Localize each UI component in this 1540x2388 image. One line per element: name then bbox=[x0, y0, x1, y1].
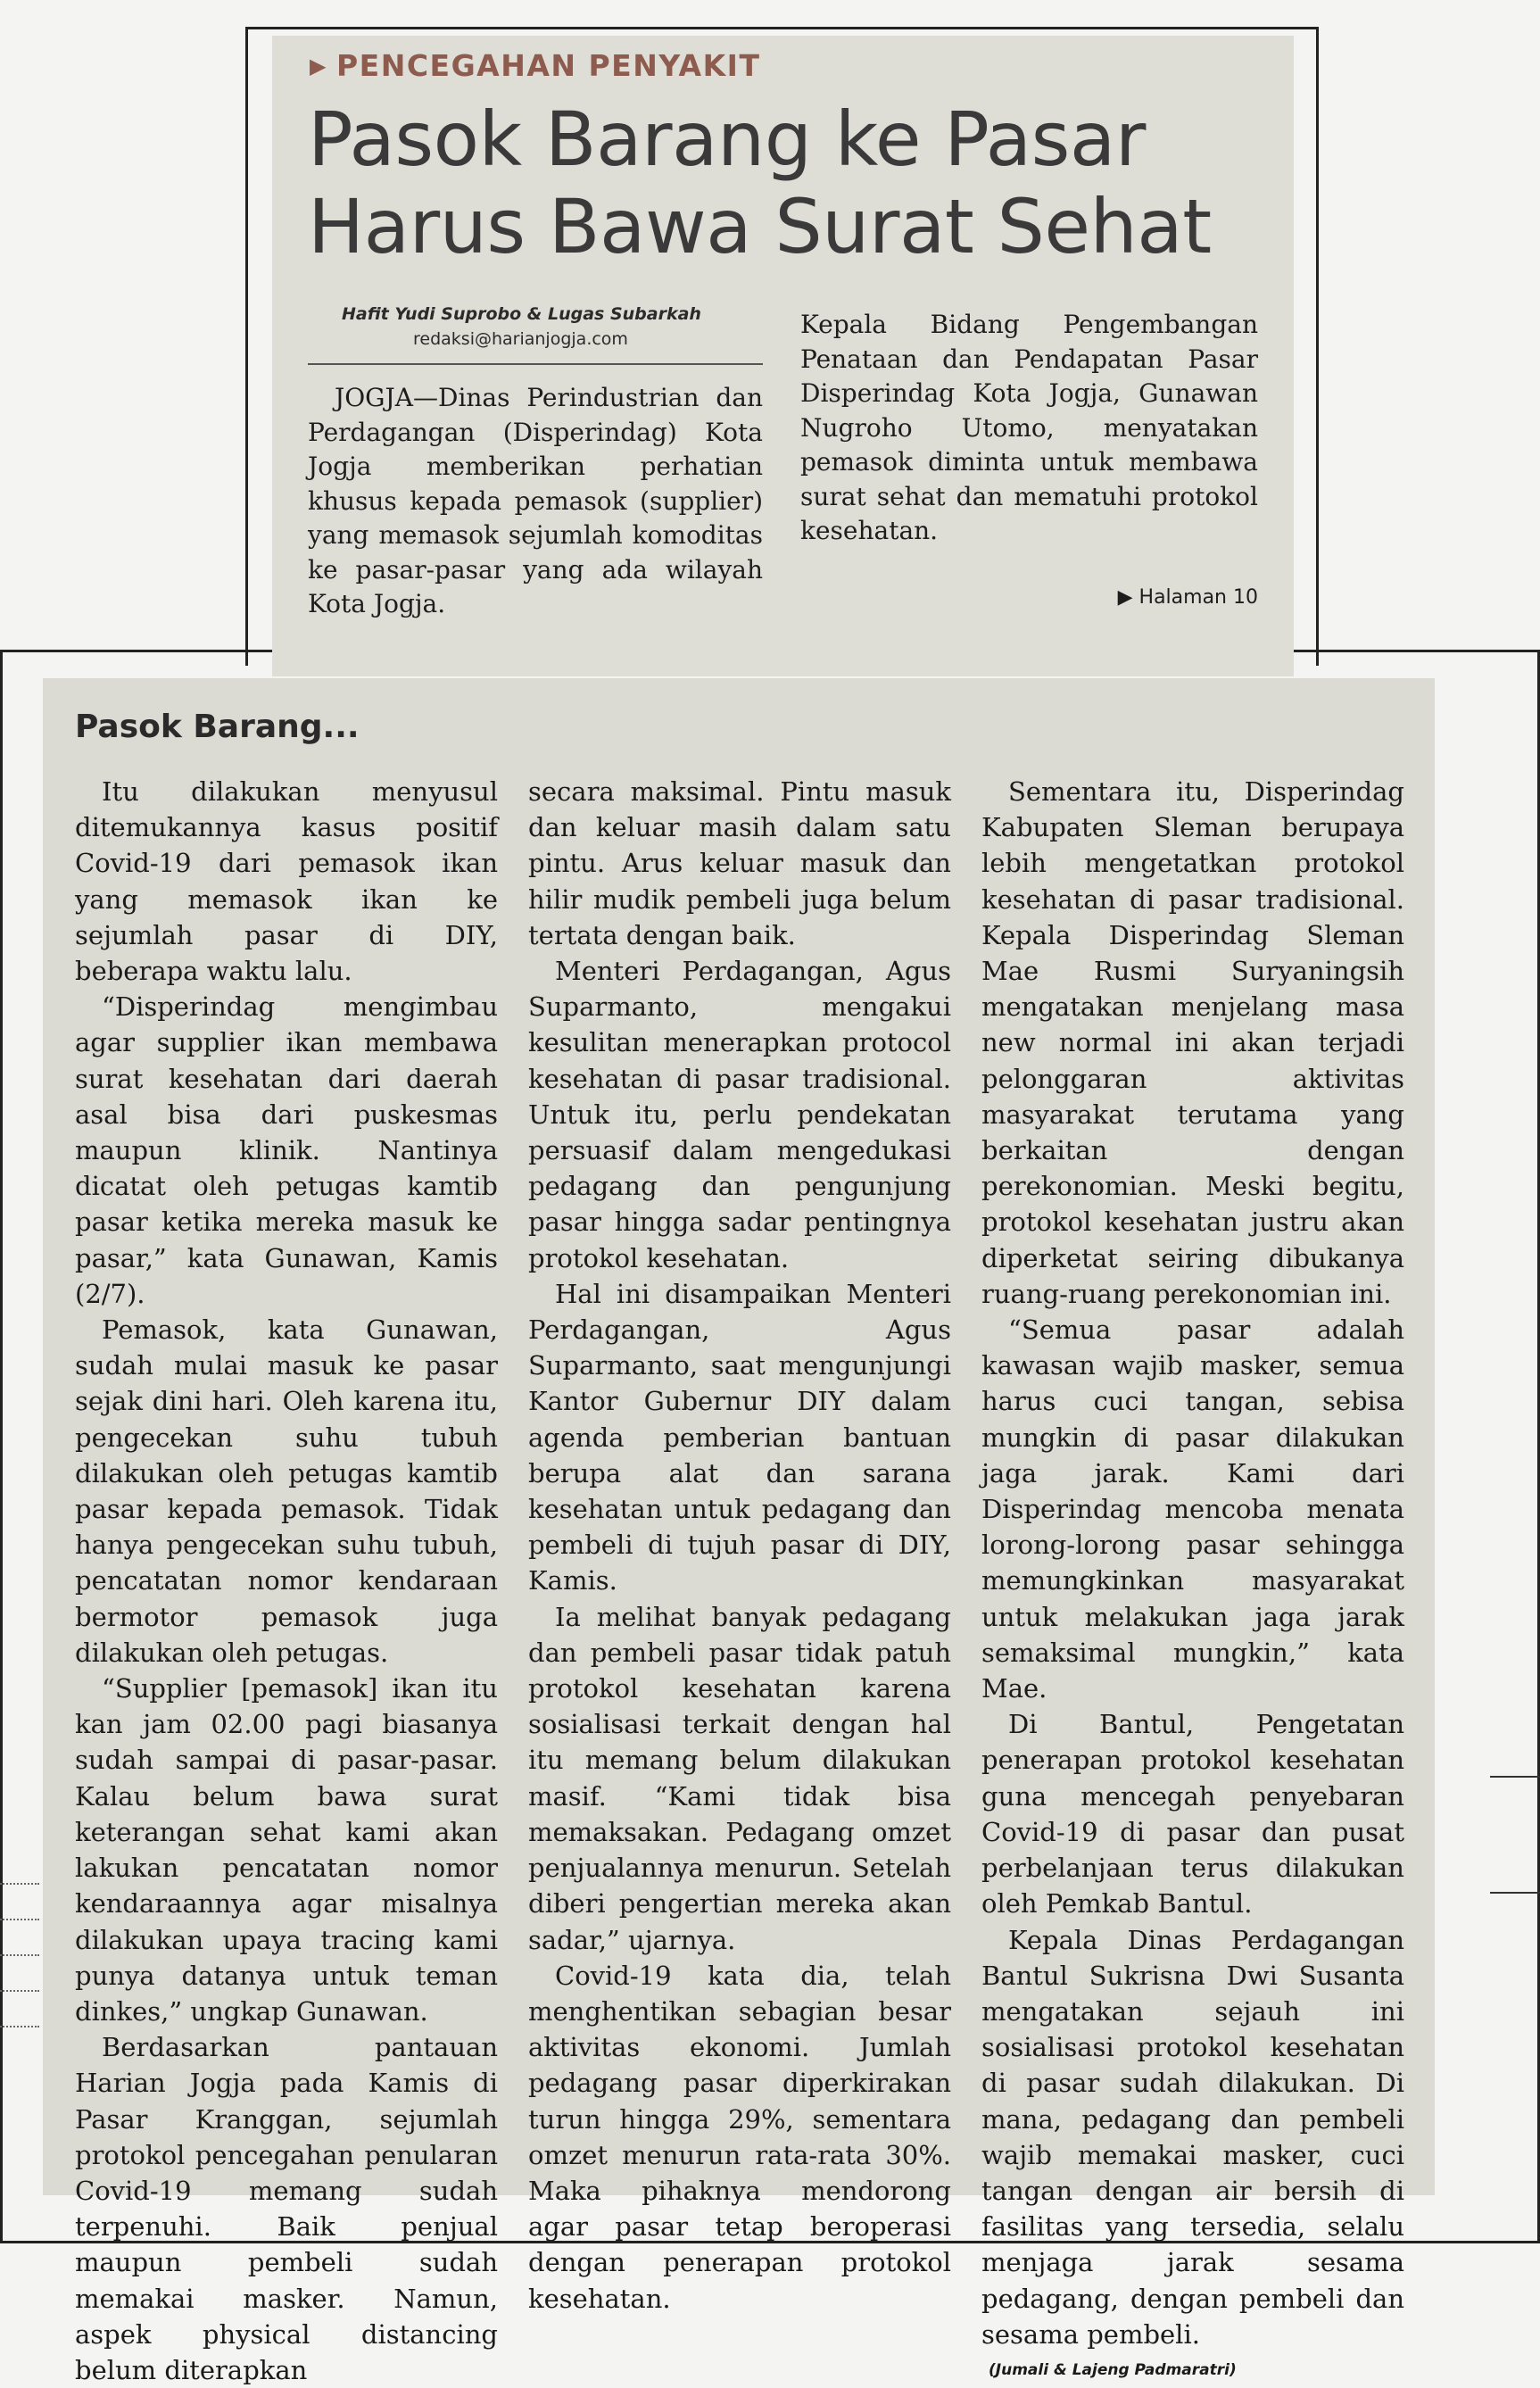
lead-right-column bbox=[800, 304, 1258, 622]
news-clipping-top bbox=[272, 36, 1294, 676]
binder-dots bbox=[0, 1990, 39, 1992]
byline: Hafit Yudi Suprobo & Lugas Subarkah bbox=[342, 304, 701, 324]
continuation-subhead: Pasok Barang... bbox=[75, 709, 360, 745]
binder-tab-mark bbox=[1490, 1892, 1540, 1894]
article-column-2 bbox=[528, 774, 951, 2388]
paragraph: Berdasarkan pantauan Harian Jogja pada Kamis di Pasar Kranggan, sejumlah protokol pencegahan penularan Covid-19 memang sudah terpenuhi. Baik penjual maupun pembeli sudah memakai masker. Namun, aspek physical distancing belum diterapkan bbox=[75, 2032, 498, 2385]
binder-dots bbox=[0, 1919, 39, 1920]
jump-line bbox=[800, 586, 1258, 609]
kicker-text: PENCEGAHAN PENYAKIT bbox=[335, 48, 761, 83]
lead-paragraph-left: JOGJA—Dinas Perindustrian dan Perdagangan (Disperindag) Kota Jogja memberikan perhatian khusus kepada pemasok (supplier) yang memasok sejumlah komoditas ke pasar-pasar yang ada wilayah Kota Jogja. bbox=[308, 383, 763, 618]
paragraph: Pemasok, kata Gunawan, sudah mulai masuk ke pasar sejak dini hari. Oleh karena itu, pengecekan suhu tubuh dilakukan oleh petugas kamtib pasar kepada pemasok. Tidak hanya pengecekan suhu tubuh, pencatatan nomor kendaraan bermotor pemasok juga dilakukan oleh petugas. bbox=[75, 1314, 498, 1668]
paragraph: “Disperindag mengimbau agar supplier ikan membawa surat kesehatan dari daerah asal bisa dari puskesmas maupun klinik. Nantinya dicatat oleh petugas kamtib pasar ketika mereka masuk ke pasar,” kata Gunawan, Kamis (2/7). bbox=[75, 991, 498, 1309]
paragraph: “Semua pasar adalah kawasan wajib masker, semua harus cuci tangan, sebisa mungkin di pasar dilakukan jaga jarak. Kami dari Disperindag mencoba menata lorong-lorong pasar sehingga memungkinkan masyarakat untuk melakukan jaga jarak semaksimal mungkin,” kata Mae. bbox=[981, 1314, 1404, 1704]
paragraph: Kepala Dinas Perdagangan Bantul Sukrisna Dwi Susanta mengatakan sejauh ini sosialisasi protokol kesehatan di pasar sudah dilakukan. Di mana, pedagang dan pembeli wajib memakai masker, cuci tangan dengan air bersih di fasilitas yang tersedia, selalu menjaga jarak sesama pedagang, dengan pembeli dan sesama pembeli. bbox=[981, 1924, 1404, 2350]
reporter-credit: (Jumali & Lajeng Padmaratri) bbox=[989, 2360, 1237, 2379]
paragraph: Itu dilakukan menyusul ditemukannya kasus positif Covid-19 dari pemasok ikan yang memasok ikan ke sejumlah pasar di DIY, beberapa waktu lalu. bbox=[75, 776, 498, 987]
headline bbox=[308, 95, 1262, 270]
arrow-right-icon: ▶ bbox=[1117, 585, 1139, 609]
binder-dots bbox=[0, 1954, 39, 1956]
binder-tab-mark bbox=[1490, 1776, 1540, 1778]
paragraph: Ia melihat banyak pedagang dan pembeli pasar tidak patuh protokol kesehatan karena sosialisasi terkait dengan hal itu memang belum dilakukan masif. “Kami tidak bisa memaksakan. Pedagang omzet penjualannya menurun. Setelah diberi pengertian mereka akan sadar,” ujarnya. bbox=[528, 1601, 951, 1955]
article-column-1 bbox=[75, 774, 498, 2388]
paragraph: Hal ini disampaikan Menteri Perdagangan, Agus Suparmanto, saat mengunjungi Kantor Gubernur DIY dalam agenda pemberian bantuan berupa alat dan sarana kesehatan untuk pedagang dan pembeli di tujuh pasar di DIY, Kamis. bbox=[528, 1278, 951, 1596]
news-clipping-continuation bbox=[43, 678, 1435, 2385]
paragraph: Menteri Perdagangan, Agus Suparmanto, mengakui kesulitan menerapkan protocol kesehatan di pasar tradisional. Untuk itu, perlu pendekatan persuasif dalam mengedukasi pedagang dan pengunjung pasar hingga sadar pentingnya protokol kesehatan. bbox=[528, 956, 951, 1273]
paragraph: secara maksimal. Pintu masuk dan keluar masih dalam satu pintu. Arus keluar masuk dan hilir mudik pembeli juga belum tertata dengan baik. bbox=[528, 776, 951, 950]
byline-rule bbox=[308, 363, 763, 365]
triangle-icon: ▶ bbox=[310, 54, 327, 79]
byline-email: redaksi@harianjogja.com bbox=[413, 329, 628, 349]
section-kicker bbox=[310, 48, 1262, 83]
jump-text: Halaman 10 bbox=[1138, 585, 1258, 609]
paragraph: “Supplier [pemasok] ikan itu kan jam 02.00 pagi biasanya sudah sampai di pasar-pasar. Kalau belum bawa surat keterangan sehat kami akan lakukan pencatatan nomor kendaraannya agar misalnya dilakukan upaya tracing kami punya datanya untuk teman dinkes,” ungkap Gunawan. bbox=[75, 1673, 498, 2027]
paragraph: Covid-19 kata dia, telah menghentikan sebagian besar aktivitas ekonomi. Jumlah pedagang pasar diperkirakan turun hingga 29%, sementara omzet menurun rata-rata 30%. Maka pihaknya mendorong agar pasar tetap beroperasi dengan penerapan protokol kesehatan. bbox=[528, 1960, 951, 2314]
lead-paragraph-right: Kepala Bidang Pengembangan Penataan dan Pendapatan Pasar Disperindag Kota Jogja, Gunawan Nugroho Utomo, menyatakan pemasok diminta untuk membawa surat sehat dan mematuhi protokol kesehatan. bbox=[800, 310, 1258, 545]
headline-line-2: Harus Bawa Surat Sehat bbox=[308, 183, 1212, 270]
lead-left-column bbox=[308, 304, 763, 622]
headline-line-1: Pasok Barang ke Pasar bbox=[308, 95, 1146, 183]
paragraph: Sementara itu, Disperindag Kabupaten Sleman berupaya lebih mengetatkan protokol kesehatan di pasar tradisional. Kepala Disperindag Sleman Mae Rusmi Suryaningsih mengatakan menjelang masa new normal ini akan terjadi pelonggaran aktivitas masyarakat terutama yang berkaitan dengan perekonomian. Meski begitu, protokol kesehatan justru akan diperketat seiring dibukanya ruang-ruang perekonomian ini. bbox=[981, 776, 1404, 1309]
article-column-3 bbox=[981, 774, 1404, 2388]
paragraph: Di Bantul, Pengetatan penerapan protokol kesehatan guna mencegah penyebaran Covid-19 di pasar dan pusat perbelanjaan terus dilakukan oleh Pemkab Bantul. bbox=[981, 1709, 1404, 1920]
binder-dots bbox=[0, 1883, 39, 1885]
article-columns bbox=[75, 774, 1404, 2388]
lead-columns bbox=[308, 304, 1262, 622]
binder-dots bbox=[0, 2026, 39, 2027]
